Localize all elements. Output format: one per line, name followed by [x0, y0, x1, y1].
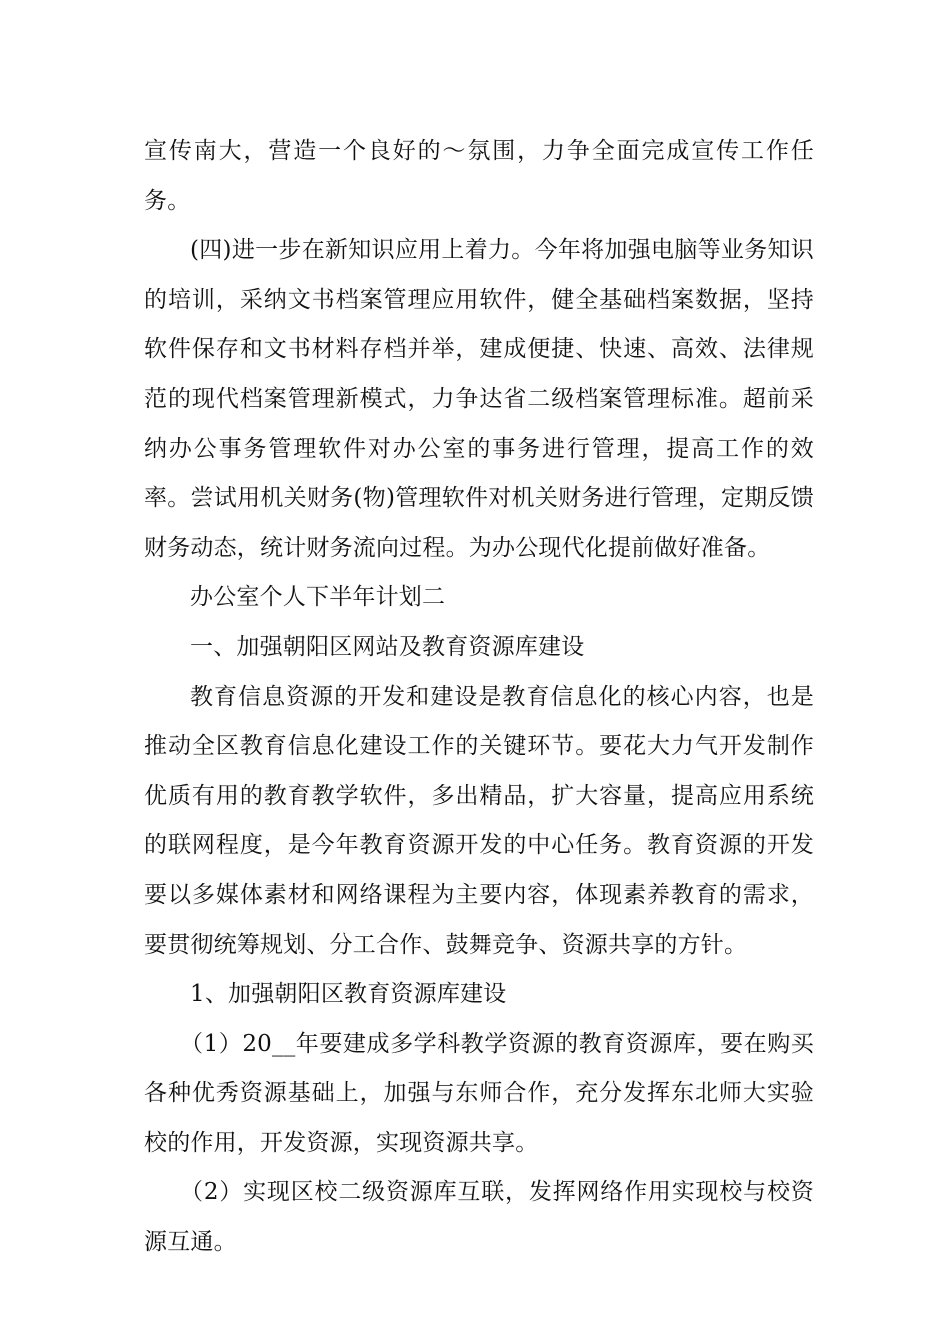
paragraph-item-one: （1）20__年要建成多学科教学资源的教育资源库，要在购买各种优秀资源基础上，加强与东师合作，充分发挥东北师大实验校的作用，开发资源，实现资源共享。 — [144, 1030, 814, 1156]
document-body — [144, 127, 814, 1268]
paragraph-continuation: 宣传南大，营造一个良好的～氛围，力争全面完成宣传工作任务。 — [144, 138, 814, 214]
paragraph-item-two: （2）实现区校二级资源库互联，发挥网络作用实现校与校资源互通。 — [144, 1179, 814, 1256]
heading-plan-two: 办公室个人下半年计划二 — [190, 584, 446, 611]
heading-subsection-one: 1、加强朝阳区教育资源库建设 — [190, 981, 507, 1008]
heading-section-one: 一、加强朝阳区网站及教育资源库建设 — [190, 633, 585, 660]
paragraph-section-four: (四)进一步在新知识应用上着力。今年将加强电脑等业务知识的培训，采纳文书档案管理应用软件，健全基础档案数据，坚持软件保存和文书材料存档并举，建成便捷、快速、高效、法律规范的现代档案管理新模式，力争达省二级档案管理标准。超前采纳办公事务管理软件对办公室的事务进行管理，提高工作的效率。尝试用机关财务(物)管理软件对机关财务进行管理，定期反馈财务动态，统计财务流向过程。为办公现代化提前做好准备。 — [144, 237, 814, 561]
paragraph-education-resources: 教育信息资源的开发和建设是教育信息化的核心内容，也是推动全区教育信息化建设工作的关键环节。要花大力气开发制作优质有用的教育教学软件，多出精品，扩大容量，提高应用系统的联网程度，是今年教育资源开发的中心任务。教育资源的开发要以多媒体素材和网络课程为主要内容，体现素养教育的需求，要贯彻统筹规划、分工合作、鼓舞竞争、资源共享的方针。 — [144, 683, 814, 958]
